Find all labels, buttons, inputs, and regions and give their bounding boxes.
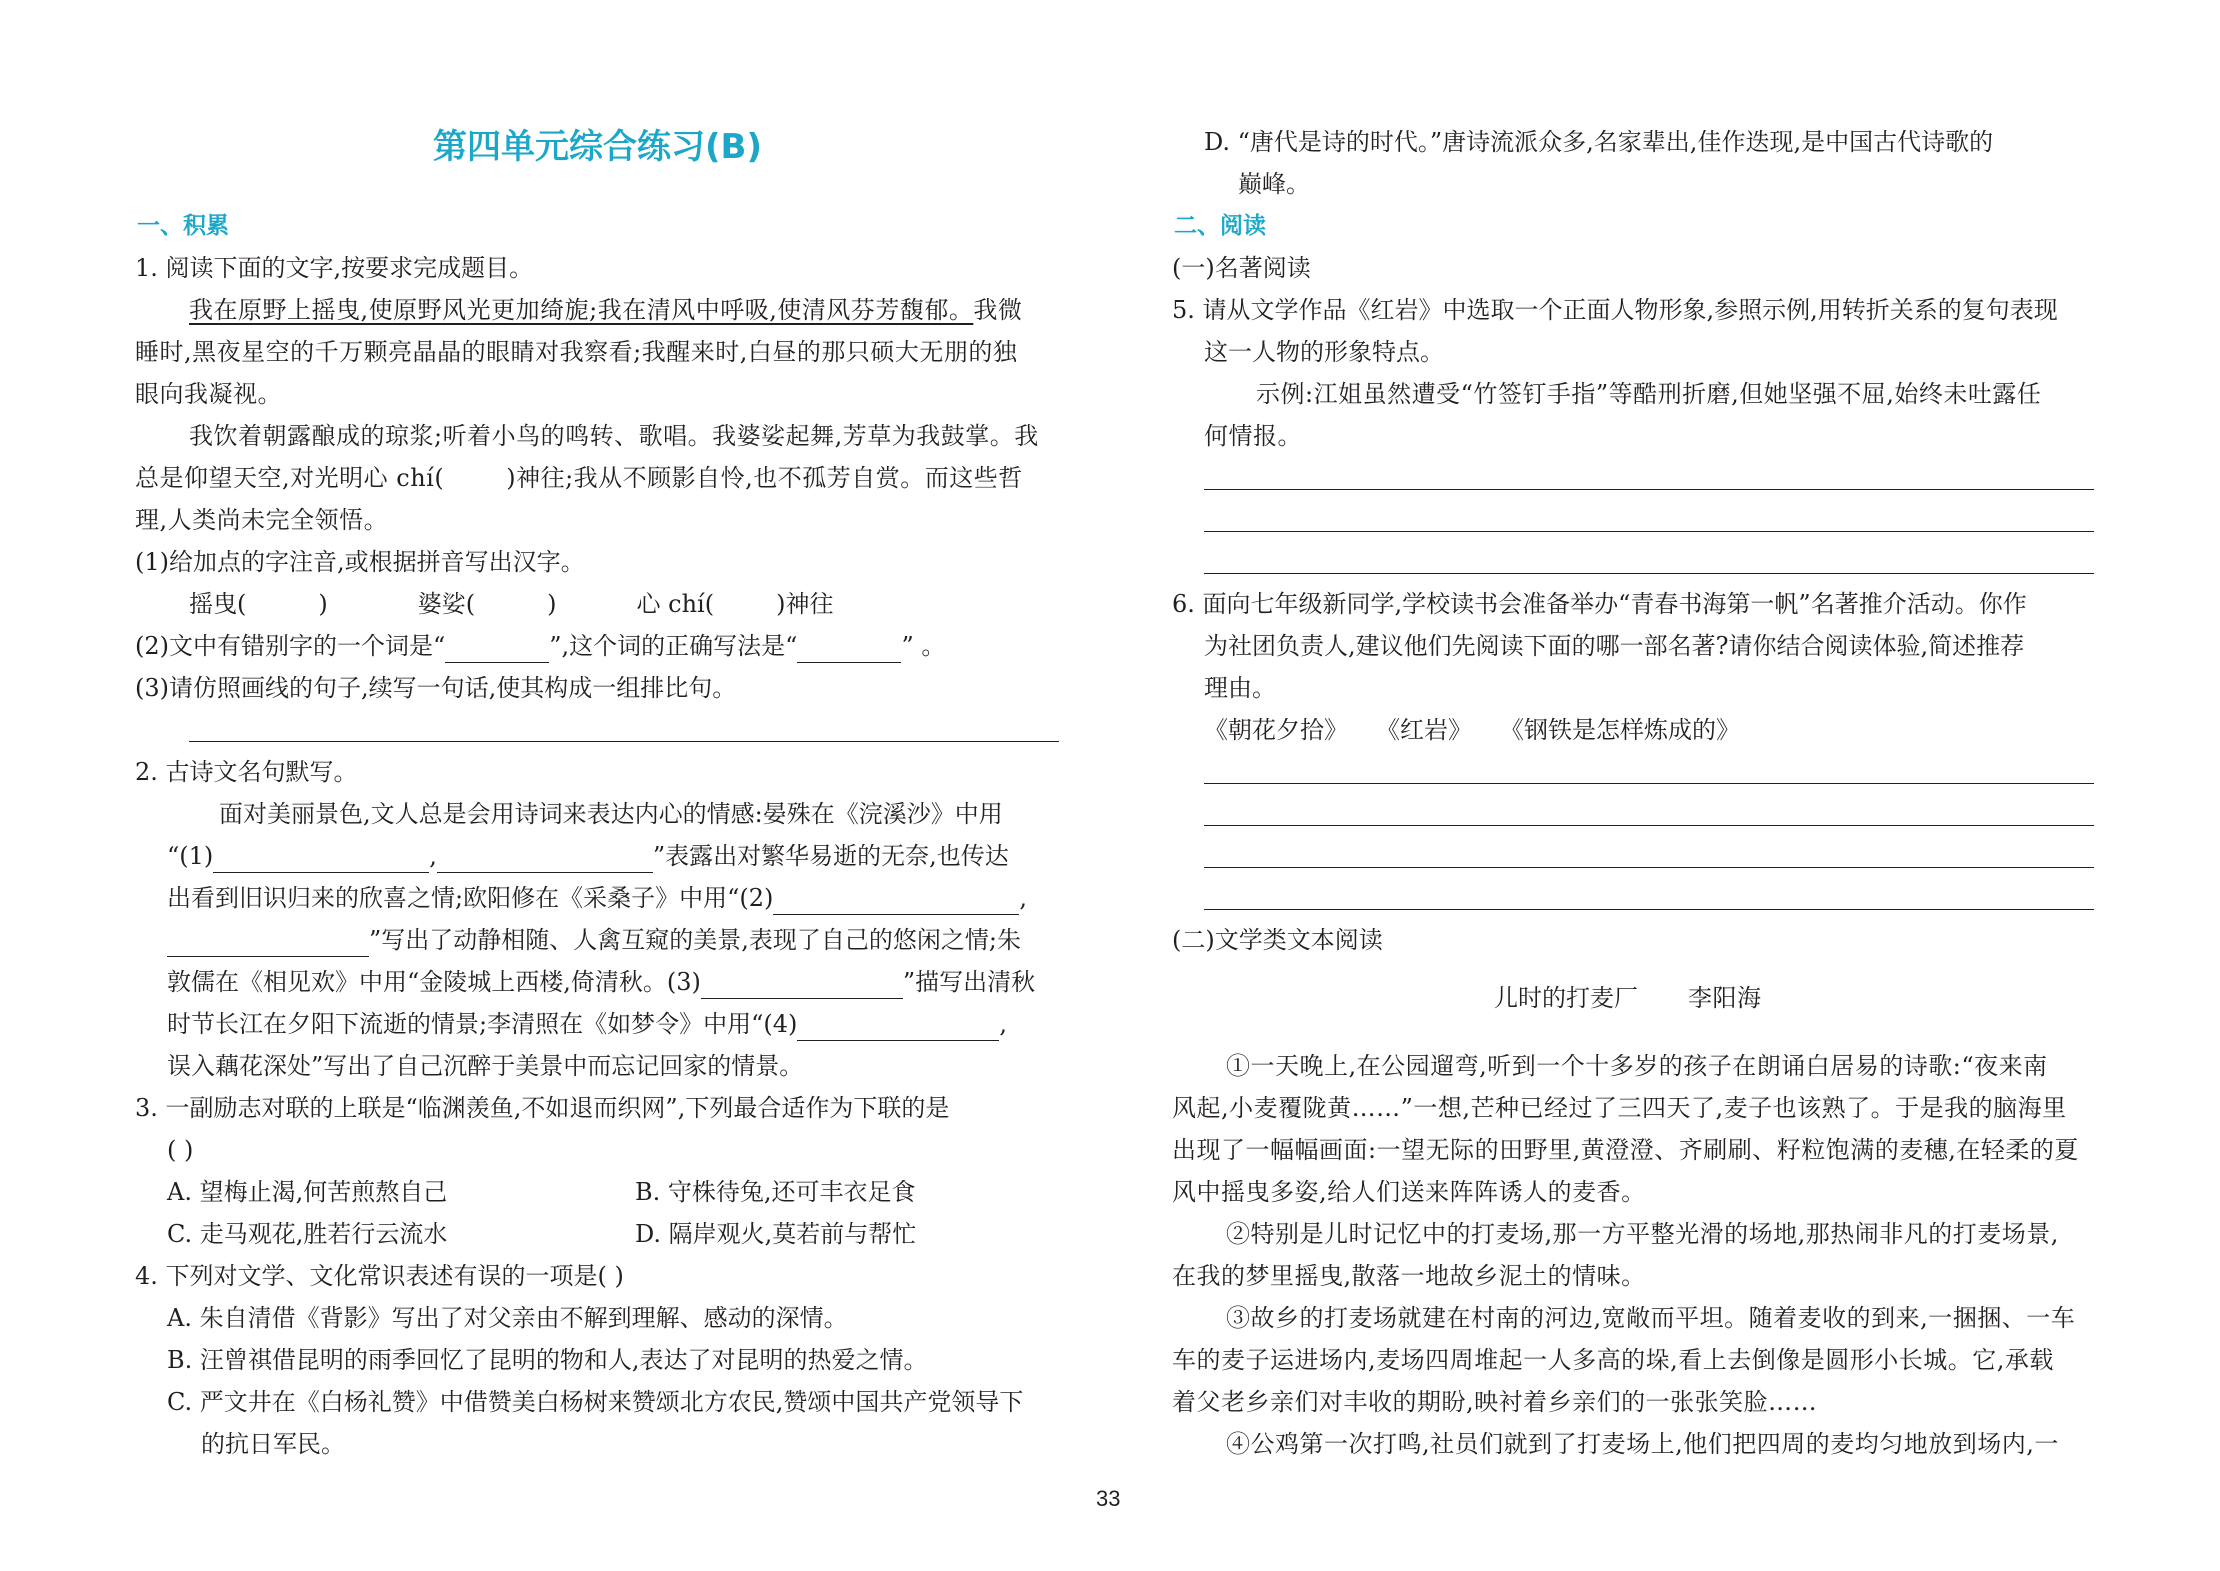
q3-stem: 3. 一副励志对联的上联是“临渊羡鱼,不如退而织网”,下列最合适作为下联的是 — [135, 1094, 950, 1122]
poem-blank-4[interactable] — [797, 1016, 999, 1041]
book-zhaohuaxishi[interactable]: 《朝花夕拾》 — [1204, 716, 1348, 744]
q2-line — [167, 839, 1009, 873]
page-number: 33 — [1096, 1486, 1121, 1511]
q2-text: , — [429, 842, 437, 870]
q1-passage-line: 睡时,黑夜星空的千万颗亮晶晶的眼睛对我察看;我醒来时,白昼的那只硕大无朋的独 — [135, 338, 1018, 366]
q2-text: ”表露出对繁华易逝的无奈,也传达 — [652, 842, 1009, 870]
q1-answer-line[interactable] — [189, 741, 1059, 742]
q3-option-b[interactable]: B. 守株待兔,还可丰衣足食 — [635, 1178, 916, 1206]
q2-text: ”描写出清秋 — [902, 968, 1036, 996]
q6-stem-cont: 为社团负责人,建议他们先阅读下面的哪一部名著?请你结合阅读体验,简述推荐 — [1204, 632, 2025, 660]
q2-stem: 2. 古诗文名句默写。 — [135, 758, 358, 786]
item-yaoye: 摇曳( — [189, 590, 247, 618]
q4-option-c[interactable]: C. 严文井在《白杨礼赞》中借赞美白杨树来赞颂北方农民,赞颂中国共产党领导下 — [167, 1388, 1024, 1416]
q2-text: “(1) — [167, 842, 214, 870]
close-paren: ) — [318, 590, 328, 618]
q4-option-b[interactable]: B. 汪曾祺借昆明的雨季回忆了昆明的物和人,表达了对昆明的热爱之情。 — [167, 1346, 928, 1374]
page-title: 第四单元综合练习(B) — [433, 127, 762, 167]
q1-text: ” 。 — [901, 632, 946, 660]
q5-answer-line[interactable] — [1204, 489, 2094, 490]
correct-word-blank[interactable] — [797, 638, 901, 663]
q5-example: 示例:江姐虽然遭受“竹签钉手指”等酷刑折磨,但她坚强不屈,始终未吐露任 — [1256, 380, 2042, 408]
q3-option-a[interactable]: A. 望梅止渴,何苦煎熬自己 — [167, 1178, 448, 1206]
q1-passage-line: 理,人类尚未完全领悟。 — [135, 506, 389, 534]
q6-stem: 6. 面向七年级新同学,学校读书会准备举办“青春书海第一帆”名著推介活动。你作 — [1172, 590, 2027, 618]
q2-text: 时节长江在夕阳下流逝的情景;李清照在《如梦令》中用“(4) — [167, 1010, 798, 1038]
q2-line — [167, 923, 1021, 957]
q5-stem: 5. 请从文学作品《红岩》中选取一个正面人物形象,参照示例,用转折关系的复句表现 — [1172, 296, 2058, 324]
q3-option-c[interactable]: C. 走马观花,胜若行云流水 — [167, 1220, 448, 1248]
q5-stem-cont: 这一人物的形象特点。 — [1204, 338, 1444, 366]
q3-answer-paren[interactable]: ( ) — [167, 1136, 194, 1164]
q1-text: )神往;我从不顾影自怜,也不孤芳自赏。而这些哲 — [506, 464, 1023, 492]
passage-line: 着父老乡亲们对丰收的期盼,映衬着乡亲们的一张张笑脸…… — [1172, 1388, 1818, 1416]
q2-line — [167, 965, 1035, 999]
q1-text: ”,这个词的正确写法是“ — [549, 632, 798, 660]
q2-line — [167, 1007, 1007, 1041]
q1-passage-line: 我饮着朝露酿成的琼浆;听着小鸟的鸣转、歌唱。我婆娑起舞,芳草为我鼓掌。我 — [189, 422, 1039, 450]
q1-passage-line — [189, 293, 1022, 327]
q6-answer-line[interactable] — [1204, 783, 2094, 784]
poem-blank-1a[interactable] — [213, 848, 429, 873]
q5-answer-line[interactable] — [1204, 531, 2094, 532]
poem-blank-3[interactable] — [701, 974, 903, 999]
q1-passage-line — [135, 461, 1023, 495]
section-reading-heading: 二、阅读 — [1174, 213, 1266, 239]
q1-stem: 1. 阅读下面的文字,按要求完成题目。 — [135, 254, 534, 282]
q4-option-d-cont: 巅峰。 — [1238, 170, 1310, 198]
literary-reading-heading: (二)文学类文本阅读 — [1172, 926, 1383, 954]
item-xinchi: 心 chí( — [636, 590, 715, 618]
classics-reading-heading: (一)名著阅读 — [1172, 254, 1311, 282]
q2-text: 出看到旧识归来的欣喜之情;欧阳修在《采桑子》中用“(2) — [167, 884, 774, 912]
passage-line: 风中摇曳多姿,给人们送来阵阵诱人的麦香。 — [1172, 1178, 1646, 1206]
q5-example-cont: 何情报。 — [1204, 422, 1302, 450]
q1-sub3: (3)请仿照画线的句子,续写一句话,使其构成一组排比句。 — [135, 674, 737, 702]
passage-line: ③故乡的打麦场就建在村南的河边,宽敞而平坦。随着麦收的到来,一捆捆、一车 — [1226, 1304, 2076, 1332]
wrong-word-blank[interactable] — [445, 638, 549, 663]
q1-text: 我微 — [973, 296, 1023, 324]
poem-blank-2b[interactable] — [167, 932, 369, 957]
section-accumulation-heading: 一、积累 — [137, 213, 229, 239]
q2-text: , — [1019, 884, 1027, 912]
q1-text: (2)文中有错别字的一个词是“ — [135, 632, 446, 660]
q1-sub2 — [135, 629, 945, 663]
passage-line: ①一天晚上,在公园遛弯,听到一个十多岁的孩子在朗诵白居易的诗歌:“夜来南 — [1226, 1052, 2048, 1080]
passage-line: ②特别是儿时记忆中的打麦场,那一方平整光滑的场地,那热闹非凡的打麦场景, — [1226, 1220, 2059, 1248]
passage-line: 风起,小麦覆陇黄……”一想,芒种已经过了三四天了,麦子也该熟了。于是我的脑海里 — [1172, 1094, 2067, 1122]
q2-text: ”写出了动静相随、人禽互窥的美景,表现了自己的悠闲之情;朱 — [369, 926, 1021, 954]
book-hongyan[interactable]: 《红岩》 — [1376, 716, 1472, 744]
q1-sub1: (1)给加点的字注音,或根据拼音写出汉字。 — [135, 548, 585, 576]
q4-option-a[interactable]: A. 朱自清借《背影》写出了对父亲由不解到理解、感动的深情。 — [167, 1304, 848, 1332]
close-paren: ) — [547, 590, 557, 618]
passage-title: 儿时的打麦厂 — [1494, 984, 1638, 1012]
q1-text: 总是仰望天空,对光明心 chí( — [135, 464, 445, 492]
q3-option-d[interactable]: D. 隔岸观火,莫若前与帮忙 — [635, 1220, 917, 1248]
passage-line: 在我的梦里摇曳,散落一地故乡泥土的情味。 — [1172, 1262, 1646, 1290]
passage-line: 车的麦子运进场内,麦场四周堆起一人多高的垛,看上去倒像是圆形小长城。它,承载 — [1172, 1346, 2054, 1374]
q5-answer-line[interactable] — [1204, 573, 2094, 574]
q4-option-c-cont: 的抗日军民。 — [201, 1430, 345, 1458]
q2-line: 误入藕花深处”写出了自己沉醉于美景中而忘记回家的情景。 — [167, 1052, 804, 1080]
passage-line: 出现了一幅幅画面:一望无际的田野里,黄澄澄、齐刷刷、籽粒饱满的麦穗,在轻柔的夏 — [1172, 1136, 2079, 1164]
q2-line — [167, 881, 1027, 915]
q6-answer-line[interactable] — [1204, 909, 2094, 910]
q6-stem-cont: 理由。 — [1204, 674, 1276, 702]
q2-line: 面对美丽景色,文人总是会用诗词来表达内心的情感:晏殊在《浣溪沙》中用 — [219, 800, 1003, 828]
passage-line: ④公鸡第一次打鸣,社员们就到了打麦场上,他们把四周的麦均匀地放到场内,一 — [1226, 1430, 2059, 1458]
book-gangtie[interactable]: 《钢铁是怎样炼成的》 — [1500, 716, 1740, 744]
q2-text: 敦儒在《相见欢》中用“金陵城上西楼,倚清秋。(3) — [167, 968, 701, 996]
item-shenwang: )神往 — [776, 590, 834, 618]
q1-sub1-items — [189, 587, 833, 621]
q6-answer-line[interactable] — [1204, 867, 2094, 868]
q4-stem: 4. 下列对文学、文化常识表述有误的一项是( ) — [135, 1262, 624, 1290]
poem-blank-2a[interactable] — [773, 890, 1019, 915]
poem-blank-1b[interactable] — [437, 848, 653, 873]
passage-author: 李阳海 — [1688, 984, 1762, 1012]
q2-text: , — [999, 1010, 1007, 1038]
q6-answer-line[interactable] — [1204, 825, 2094, 826]
q1-passage-line: 眼向我凝视。 — [135, 380, 282, 408]
q6-book-list — [1204, 713, 1740, 747]
q4-option-d[interactable]: D. “唐代是诗的时代。”唐诗流派众多,名家辈出,佳作迭现,是中国古代诗歌的 — [1204, 128, 1994, 156]
q1-underlined-sentence: 我在原野上摇曳,使原野风光更加绮旎;我在清风中呼吸,使清风芬芳馥郁。 — [189, 296, 974, 324]
item-posuo: 婆娑( — [417, 590, 476, 618]
